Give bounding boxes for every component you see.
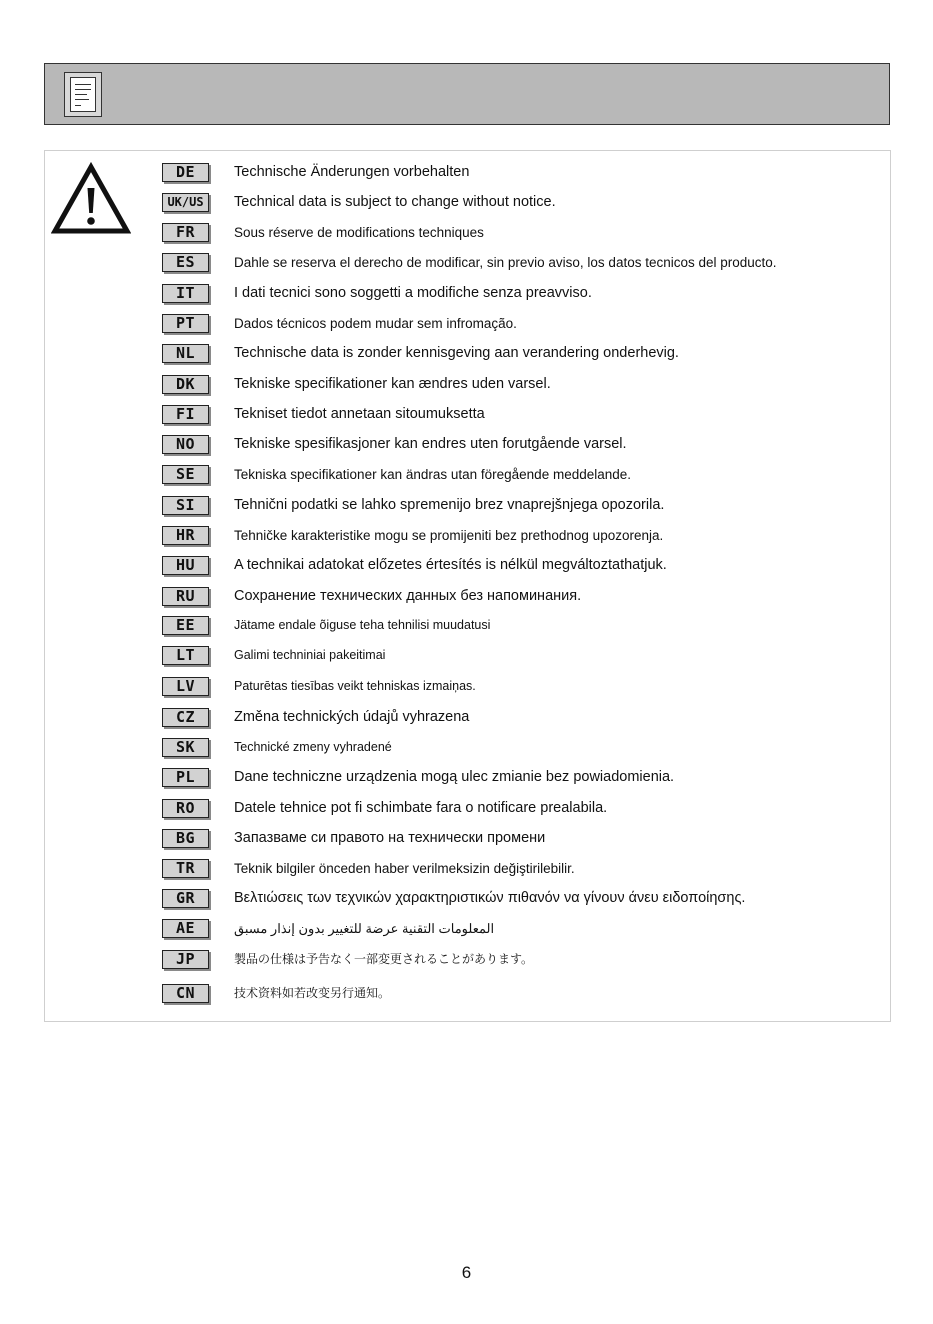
- language-notice-row: [45, 768, 890, 796]
- language-notice-row: [45, 405, 890, 433]
- notice-text: A technikai adatokat előzetes értesítés is nélkül megváltoztathatjuk.: [234, 557, 667, 573]
- notice-text: Dane techniczne urządzenia mogą ulec zmianie bez powiadomienia.: [234, 769, 675, 785]
- language-notice-row: [45, 284, 890, 312]
- language-notice-row: [45, 344, 890, 372]
- language-code-badge: CN: [162, 984, 209, 1003]
- language-notice-row: [45, 950, 890, 978]
- notice-text: Tehnični podatki se lahko spremenijo brez vnaprejšnjega opozorila.: [234, 497, 665, 513]
- page-number: 6: [461, 1263, 472, 1282]
- notice-text: Jätame endale õiguse teha tehnilisi muudatusi: [234, 618, 491, 632]
- language-notice-row: [45, 556, 890, 584]
- language-code-badge: SK: [162, 738, 209, 757]
- language-code-badge: EE: [162, 616, 209, 635]
- language-code-badge: JP: [162, 950, 209, 969]
- notice-text: Tekniset tiedot annetaan sitoumuksetta: [234, 406, 485, 422]
- language-notice-row: [45, 193, 890, 221]
- notice-text: Tekniske spesifikasjoner kan endres uten forutgående varsel.: [234, 436, 627, 452]
- notice-text: Technical data is subject to change without notice.: [234, 194, 556, 210]
- language-code-badge: FR: [162, 223, 209, 242]
- language-notice-row: [45, 646, 890, 674]
- language-code-badge: SE: [162, 465, 209, 484]
- language-notice-row: [45, 375, 890, 403]
- language-code-badge: IT: [162, 284, 209, 303]
- language-code-badge: UK/US: [162, 193, 209, 212]
- notice-text: Galimi techniniai pakeitimai: [234, 648, 386, 662]
- language-code-badge: TR: [162, 859, 209, 878]
- notice-text: Paturētas tiesības veikt tehniskas izmaiņas.: [234, 679, 476, 693]
- language-code-badge: DK: [162, 375, 209, 394]
- language-notice-row: [45, 984, 890, 1012]
- language-code-badge: LT: [162, 646, 209, 665]
- language-code-badge: FI: [162, 405, 209, 424]
- notice-text: Technische Änderungen vorbehalten: [234, 164, 470, 180]
- language-notice-row: [45, 708, 890, 736]
- language-notice-row: [45, 496, 890, 524]
- language-notice-row: [45, 919, 890, 947]
- notice-text: Změna technických údajů vyhrazena: [234, 709, 470, 725]
- language-notice-row: [45, 223, 890, 251]
- language-notice-row: [45, 465, 890, 493]
- language-code-badge: BG: [162, 829, 209, 848]
- notice-text: Teknik bilgiler önceden haber verilmeksizin değiştirilebilir.: [234, 861, 575, 876]
- language-notice-row: [45, 587, 890, 615]
- notice-text: Tekniske specifikationer kan ændres uden varsel.: [234, 376, 551, 392]
- notice-text: I dati tecnici sono soggetti a modifiche senza preavviso.: [234, 285, 592, 301]
- notice-text: Technické zmeny vyhradené: [234, 740, 392, 754]
- notice-text: Technische data is zonder kennisgeving aan verandering onderhevig.: [234, 345, 679, 361]
- section-header-bar: [44, 63, 890, 125]
- language-code-badge: HR: [162, 526, 209, 545]
- language-code-badge: GR: [162, 889, 209, 908]
- language-code-badge: PT: [162, 314, 209, 333]
- language-notice-row: [45, 526, 890, 554]
- notice-text: Tehničke karakteristike mogu se promijeniti bez prethodnog upozorenja.: [234, 528, 664, 543]
- notice-text: Datele tehnice pot fi schimbate fara o notificare prealabila.: [234, 800, 608, 816]
- notice-text: Запазваме си правото на технически промени: [234, 830, 546, 846]
- language-code-badge: AE: [162, 919, 209, 938]
- language-notice-row: [45, 889, 890, 917]
- notice-text: المعلومات التقنية عرضة للتغيير بدون إنذار مسبق: [234, 921, 495, 936]
- language-code-badge: RO: [162, 799, 209, 818]
- notice-text: Sous réserve de modifications techniques: [234, 225, 484, 240]
- language-notice-row: [45, 253, 890, 281]
- language-code-badge: SI: [162, 496, 209, 515]
- notice-text: Βελτιώσεις των τεχνικών χαρακτηριστικών πιθανόν να γίνουν άνευ ειδοποίησης.: [234, 890, 746, 906]
- language-code-badge: RU: [162, 587, 209, 606]
- language-code-badge: HU: [162, 556, 209, 575]
- language-notice-row: [45, 859, 890, 887]
- language-notice-row: [45, 435, 890, 463]
- notice-text: 技术资料如若改变另行通知。: [234, 986, 391, 1000]
- notice-text: Dados técnicos podem mudar sem infromação.: [234, 316, 517, 331]
- language-code-badge: LV: [162, 677, 209, 696]
- language-code-badge: CZ: [162, 708, 209, 727]
- language-notice-row: [45, 738, 890, 766]
- language-code-badge: NL: [162, 344, 209, 363]
- language-notice-row: [45, 163, 890, 191]
- language-code-badge: ES: [162, 253, 209, 272]
- notice-text: Сохранение технических данных без напоминания.: [234, 588, 582, 604]
- language-notice-row: [45, 616, 890, 644]
- notice-text: Dahle se reserva el derecho de modificar, sin previo aviso, los datos tecnicos del producto.: [234, 255, 777, 270]
- language-code-badge: NO: [162, 435, 209, 454]
- notice-text: 製品の仕様は予告なく一部変更されることがあります。: [234, 952, 534, 966]
- language-code-badge: PL: [162, 768, 209, 787]
- document-icon: [64, 72, 102, 117]
- language-notice-row: [45, 677, 890, 705]
- notice-text: Tekniska specifikationer kan ändras utan föregående meddelande.: [234, 467, 632, 482]
- technical-notice-panel: [44, 150, 891, 1022]
- language-notice-row: [45, 829, 890, 857]
- language-notice-row: [45, 799, 890, 827]
- language-code-badge: DE: [162, 163, 209, 182]
- language-notice-row: [45, 314, 890, 342]
